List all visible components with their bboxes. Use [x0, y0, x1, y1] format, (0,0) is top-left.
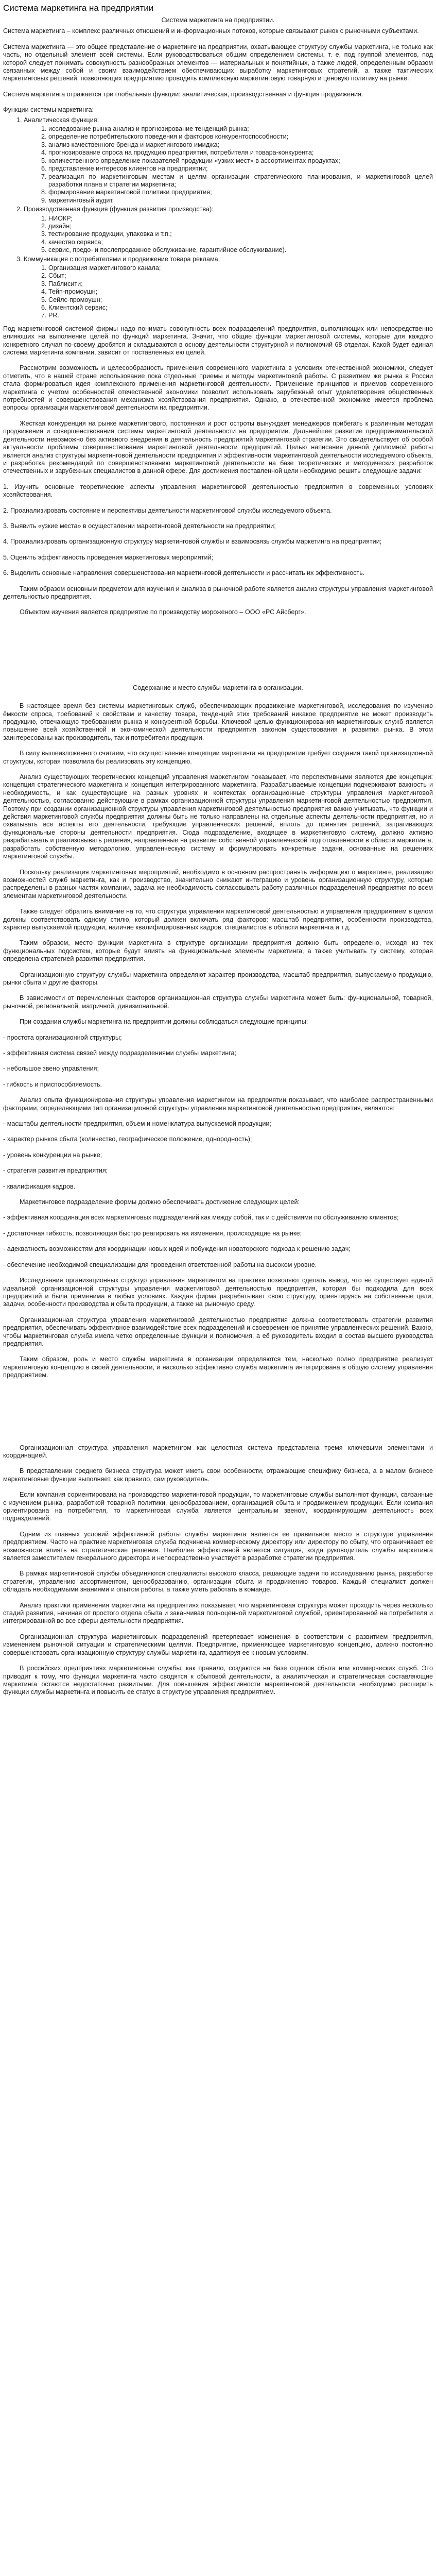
body-paragraph: Организационная структура управления маркетингом как целостная система представлена тремя ключевыми элементами и координацией.: [3, 1444, 433, 1459]
list-item: 7. PR.: [48, 312, 433, 319]
body-paragraph: Таким образом, место функции маркетинга в структуре организации предприятия должно быть определено, исходя из тех функциональных подсистем, которые будут влиять на функциональные элементы маркетинга, а также учитывать ту систему, которая определена стратегией развития предприятия.: [3, 939, 433, 963]
list-item: 2. определение потребительского поведения и факторов конкурентоспособности;: [48, 133, 433, 141]
function-sublist: [24, 125, 433, 205]
body-paragraph: Исследования организационных структур управления маркетингом на практике позволяют сделать вывод, что не существует единой идеальной организационной структуры управления маркетинговой деятельностью предприятия, которая бы подходила для всех предприятий и была применима в любых условиях. Каждая фирма разрабатывает свою структуру, ориентируясь на собственные цели, задачи, особенности производства и сбыта продукции, а также на рыночную среду.: [3, 1277, 433, 1308]
bullet-item: - адекватность возможностям для координации новых идей и побуждения новаторского подхода к решению задач;: [3, 1245, 351, 1253]
bullet-item: - уровень конкуренции на рынке;: [3, 1151, 102, 1159]
function-label: Коммуникация с потребителями и продвижение товара реклама.: [24, 255, 220, 263]
document-subtitle: Система маркетинга на предприятии.: [161, 16, 275, 24]
body-paragraph: Анализ опыта функционирования структуры управления маркетингом на предприятии показывает, что наиболее распространенными факторами, определяющими тип организационной структуры управления маркетинговой деятельностью предприятия, являются:: [3, 1096, 433, 1112]
bullet-item: - характер рынков сбыта (количество, географическое положение, однородность);: [3, 1136, 252, 1143]
list-item: 1. исследование рынка анализ и прогнозирование тенденций рынка;: [48, 125, 433, 133]
body-paragraph: В силу вышеизложенного считаем, что осуществление концепции маркетинга на предприятии требует создания такой организационной структуры, которая позволила бы реализовать эту концепцию.: [3, 750, 433, 765]
task-item: 4. Проанализировать организационную структуру маркетинговой службы и взаимосвязь службы маркетинга на предприятии;: [3, 538, 382, 546]
bullet-item: - гибкость и приспособляемость.: [3, 1080, 102, 1088]
bullet-item: - достаточная гибкость, позволяющая быстро реагировать на изменения, происходящие на рынке;: [3, 1229, 302, 1237]
body-paragraph: Также следует обратить внимание на то, что структура управления маркетинговой деятельностью и управления предприятием в целом должны соответствовать одному стилю, который должен включать ряд факторов: масштаб предприятия, особенности производства, характер выпускаемой продукции, наличие квалифицированных кадров, специалистов в области маркетинга и т.д.: [3, 908, 433, 931]
intro-paragraph-3: Система маркетинга отражается три глобальные функции: аналитическая, производственная и функция продвижения.: [3, 90, 363, 98]
function-production: [24, 206, 433, 254]
function-sublist: [24, 215, 433, 255]
task-item: 5. Оценить эффективность проведения маркетинговых мероприятий;: [3, 553, 214, 561]
list-item: 1. НИОКР;: [48, 215, 433, 223]
body-paragraph: Объектом изучения является предприятие по производству мороженого – ООО «РС Айсберг».: [20, 608, 306, 616]
body-paragraph: В представлении среднего бизнеса структура может иметь свои особенности, отражающие специфику бизнеса, а в малом бизнесе маркетинговые функции выполняет, как правило, сам руководитель.: [3, 1467, 433, 1483]
list-item: 7. реализация по маркетинговым местам и целям организации стратегического планирования, и маркетинговой целей разработки плана и стратегии маркетинга;: [48, 173, 433, 189]
task-item: 1. Изучить основные теоретические аспекты управления маркетинговой деятельностью предприятия в современных условиях хозяйствования.: [3, 483, 433, 499]
bullet-item: - масштабы деятельности предприятия, объем и номенклатура выпускаемой продукции;: [3, 1120, 271, 1128]
bullet-item: - небольшое звено управления;: [3, 1065, 99, 1073]
body-paragraph: Жесткая конкуренция на рынке маркетингового, постоянная и рост остроты вынуждает менеджеров прибегать к различным методам продвижения и совершенствования системы маркетинговой деятельности на предприятии. Дальнейшее развитие предпринимательской деятельности невозможно без активного внедрения в деятельность предприятий маркетинговой стратегии. Это свидетельствует об особой актуальности проблемы совершенствования маркетинговой деятельности предприятий. Целью написания данной дипломной работы является анализ структуры маркетинговой деятельности предприятия и эффективности маркетинговой деятельности исследуемого объекта, и разработка рекомендаций по совершенствованию маркетинговой деятельности на базе теоретических и методических разработок отечественных и зарубежных специалистов в данной сфере. Для достижения поставленной цели необходимо решить следующие задачи:: [3, 419, 433, 475]
body-paragraph: Таким образом основным предметом для изучения и анализа в рыночной работе является анализ структуры управления маркетинговой деятельностью предприятия.: [3, 585, 433, 600]
list-item: 1. Организация маркетингового канала;: [48, 264, 433, 272]
function-sublist: [24, 264, 433, 320]
body-paragraph: Одним из главных условий эффективной работы службы маркетинга является ее правильное место в структуре управления предприятием. Часто на практике маркетинговая служба подчинена коммерческому директору или директору по сбыту, что ограничивает ее возможности влиять на стратегические решения. Наиболее эффективной является ситуация, когда руководитель службы маркетинга является заместителем генерального директора и непосредственно участвует в разработке стратегии предприятия.: [3, 1530, 433, 1562]
function-communication: [24, 256, 433, 320]
body-paragraph: Таким образом, роль и место службы маркетинга в организации определяются тем, насколько полно предприятие реализует маркетинговую концепцию в своей деятельности, и насколько эффективно служба маркетинга интегрирована в общую систему управления предприятием.: [3, 1355, 433, 1379]
list-item: 3. тестирование продукции, упаковка и т.п.;: [48, 230, 433, 238]
list-item: 6. Клиентский сервис;: [48, 304, 433, 312]
body-paragraph: В российских предприятиях маркетинговые службы, как правило, создаются на базе отделов сбыта или коммерческих служб. Это приводит к тому, что функции маркетинга часто сводятся к сбытовой деятельности, а аналитическая и стратегическая составляющие маркетинга остаются недостаточно развитыми. Для повышения эффективности маркетинговой деятельности необходимо расширить функции службы маркетинга и повысить ее статус в структуре управления предприятием.: [3, 1665, 433, 1696]
list-item: 5. количественного определение показателей продукции «узких мест» в ассортиментах-продуктах;: [48, 157, 433, 165]
body-paragraph: Рассмотрим возможность и целесообразность применения современного маркетинга в условиях отечественной экономики, следует отметить, что в нашей стране использование пока отдельные приемы и методы маркетинговой работы. С развитием же рынка в России стала формироваться идея комплексного применения маркетинговой деятельности. Применение принципов и приемов современного маркетинга с учетом особенностей отечественной экономики позволит использовать зарубежный опыт удовлетворения общественных потребностей и совершенствования механизма хозяйствования предприятия. Однако, в отечественной экономике имеется проблема вопросы организации маркетинговой деятельности на предприятии.: [3, 364, 433, 412]
list-item: 6. представление интересов клиентов на предприятии;: [48, 165, 433, 173]
list-item: 9. маркетинговый аудит.: [48, 197, 433, 205]
intro-paragraph-2: Система маркетинга — это общее представление о маркетинге на предприятии, охватывающее структуру службы маркетинга, не только как часть, но отдельный элемент всей системы. Если руководствоваться общим определением системы, т. е. под группой элементов, под которой следует понимать совокупность разнообразных элементов — материальных и понятийных, а также людей, определенным образом связанных между собой и своим взаимодействием обеспечивающих выработку маркетинговых стратегий, а также тактических маркетинговых решений, позволяющих предприятию проводить комплексную маркетинговую товарную и ценовую политику на рынке.: [3, 43, 433, 82]
body-paragraph: Если компания сориентирована на производство маркетинговой продукции, то маркетинговые службы выполняют функции, связанные с изучением рынка, разработкой товарной политики, ценообразованием, организацией сбыта и продвижением продукции. Если компания ориентирована на потребителя, то маркетинговая служба является центральным звеном, координирующим деятельность всех подразделений.: [3, 1491, 433, 1522]
list-item: 2. дизайн;: [48, 223, 433, 230]
body-paragraph: В зависимости от перечисленных факторов организационная структура службы маркетинга может быть: функциональной, товарной, рыночной, региональной, матричной, дивизиональной.: [3, 994, 433, 1010]
body-paragraph: Анализ практики применения маркетинга на предприятиях показывает, что маркетинговая структура может проходить через несколько стадий развития, начиная от простого отдела сбыта и заканчивая полноценной маркетинговой службой, ориентированной на потребителя и интегрированной во все сферы деятельности предприятия.: [3, 1601, 433, 1625]
functions-list: [3, 116, 433, 320]
bullet-item: - обеспечение необходимой специализации для проведения ответственной работы на высоком уровне.: [3, 1261, 317, 1268]
bullet-item: - эффективная система связей между подразделениями службы маркетинга;: [3, 1049, 237, 1057]
task-item: 6. Выделить основные направления совершенствования маркетинговой деятельности и рассчитать их эффективность.: [3, 569, 365, 577]
document-title: Система маркетинга на предприятии: [3, 3, 154, 13]
task-item: 2. Проанализировать состояние и перспективы деятельности маркетинговой службы исследуемого объекта.: [3, 506, 332, 514]
body-paragraph: Маркетинговое подразделение формы должно обеспечивать достижение следующих целей:: [20, 1198, 300, 1206]
blank-space: [3, 1387, 433, 1444]
body-paragraph: При создании службы маркетинга на предприятии должны соблюдаться следующие принципы:: [20, 1018, 308, 1026]
list-item: 2. Сбыт;: [48, 272, 433, 280]
functions-heading: Функции системы маркетинга:: [3, 106, 94, 114]
body-paragraph: Организационная структура управления маркетинговой деятельностью предприятия должна соответствовать стратегии развития предприятия, обеспечивать эффективное взаимодействие всех подразделений и своевременное принятие управленческих решений. Важно, чтобы маркетинговая служба имела четко определенные функции и полномочия, а её руководитель входил в состав высшего руководства предприятия.: [3, 1316, 433, 1347]
list-item: 4. Тейп-промоушн;: [48, 288, 433, 296]
body-paragraph: Под маркетинговой системой фирмы надо понимать совокупность всех подразделений предприятия, выполняющих или непосредственно влияющих на выполнение целей по функций маркетинга. Значит, что общие функции маркетинговой системы, которые для каждого конкретного случая по-своему дробятся и складываются в основу деятельности структурной и полномочий 68 отделах. Какой будет единая система маркетинга компании, зависит от поставленных ею целей.: [3, 325, 433, 357]
body-paragraph: Организационная структура маркетинговых подразделений претерпевает изменения в соответствии с развитием предприятия, изменением рыночной ситуации и стратегическими целями. Предприятие, применяющее маркетинговую концепцию, должно постоянно совершенствовать организационную структуру службы маркетинга, адаптируя ее к новым условиям.: [3, 1633, 433, 1656]
blank-space: [3, 624, 433, 681]
section-title: Содержание и место службы маркетинга в организации.: [133, 684, 303, 691]
list-item: 5. Сейлс-промоушн;: [48, 296, 433, 304]
function-label: Производственная функция (функция развития производства):: [24, 206, 214, 213]
bullet-item: - квалификация кадров.: [3, 1182, 76, 1190]
list-item: 5. сервис, предо- и послепродажное обслуживание, гарантийное обслуживание).: [48, 246, 433, 254]
task-item: 3. Выявить «узкие места» в осуществлении маркетинговой деятельности на предприятии;: [3, 522, 276, 530]
list-item: 8. формирование маркетинговой политики предприятия;: [48, 189, 433, 196]
body-paragraph: В рамках маркетинговой службы объединяются специалисты высокого класса, решающие задачи по исследованию рынка, разработке стратегии, управлению ассортиментом, ценообразованию, организации сбыта и продвижению товаров. Каждый специалист должен обладать необходимыми знаниями и опытом работы, а также уметь работать в команде.: [3, 1570, 433, 1594]
bullet-item: - эффективная координация всех маркетинговых подразделений как между собой, так и с действиями по обслуживанию клиентов;: [3, 1214, 399, 1222]
body-paragraph: В настоящее время без системы маркетинговых служб, обеспечивающих продвижение маркетинговой, исследования по изучению ёмкости спроса, требований к свойствам и качеству товара, тенденций этих требований никакое предприятие не может производить продукцию, отвечающую требованиям рынка и конкурентной борьбы. Ключевой целью функционирования маркетинговых служб является повышение всей хозяйственной и экономической деятельности предприятия законом существования и развития рынка. В этом заинтересованы как производитель, так и потребители продукции.: [3, 702, 433, 741]
intro-paragraph-1: Система маркетинга – комплекс различных отношений и информационных потоков, которые связывают рынок с рыночными субъектами.: [3, 27, 419, 35]
body-paragraph: Организационную структуру службы маркетинга определяют характер производства, масштаб предприятия, выпускаемую продукцию, рынки сбыта и другие факторы.: [3, 971, 433, 986]
list-item: 4. прогнозирование спроса на продукцию предприятия, потребителя и товара-конкурента;: [48, 149, 433, 157]
list-item: 3. анализ качественного бренда и маркетингового имиджа;: [48, 141, 433, 149]
list-item: 4. качество сервиса;: [48, 239, 433, 246]
bullet-item: - стратегия развития предприятия;: [3, 1167, 108, 1175]
list-item: 3. Паблисити;: [48, 280, 433, 288]
function-label: Аналитическая функция:: [24, 116, 99, 124]
body-paragraph: Поскольку реализация маркетинговых мероприятий, необходимо в основном распространять информацию о маркетинге, реализацию возможностей служб маркетинга, как и производство, значительно снижают интеграцию и уровень организационную структуру, которые распределены в разных частях компании, задача же необходимость согласовывать работу различных подразделений предприятия по всем элементам маркетинговой деятельности.: [3, 868, 433, 900]
body-paragraph: Анализ существующих теоретических концепций управления маркетингом показывает, что перспективными являются две концепции: концепция стратегического маркетинга и концепция интегрированного маркетинга. Разрабатываемые концепции подчеркивают важность и необходимость, и как существующие на разных уровнях и контекстах организационные структуры управления маркетинговой деятельностью, согласованно действующие в рамках организационной структуры управления маркетинговой деятельностью предприятия. Поэтому при создании организационной структуры управления маркетинговой деятельностью предприятия важно учитывать, что функции и действия маркетинговой службы предприятия должны быть не только направлены на отдельные аспекты деятельности предприятия, но и охватывать все аспекты его деятельности, требующие управленческих решений, вплоть до принятия решений, затрагивающих функциональные стороны деятельности предприятия. Сюда подразделение, входящее в маркетинговую систему, должно активно разрабатывать и реализовывать решения, направленные на развитие собственной управленческой подготовленности в области маркетинга, разработать собственную методологию, управленческую систему и формулировать конкретные задачи, основанные на решениях маркетинговой службы.: [3, 773, 433, 860]
bullet-item: - простота организационной структуры;: [3, 1033, 122, 1041]
function-analytical: [24, 116, 433, 205]
